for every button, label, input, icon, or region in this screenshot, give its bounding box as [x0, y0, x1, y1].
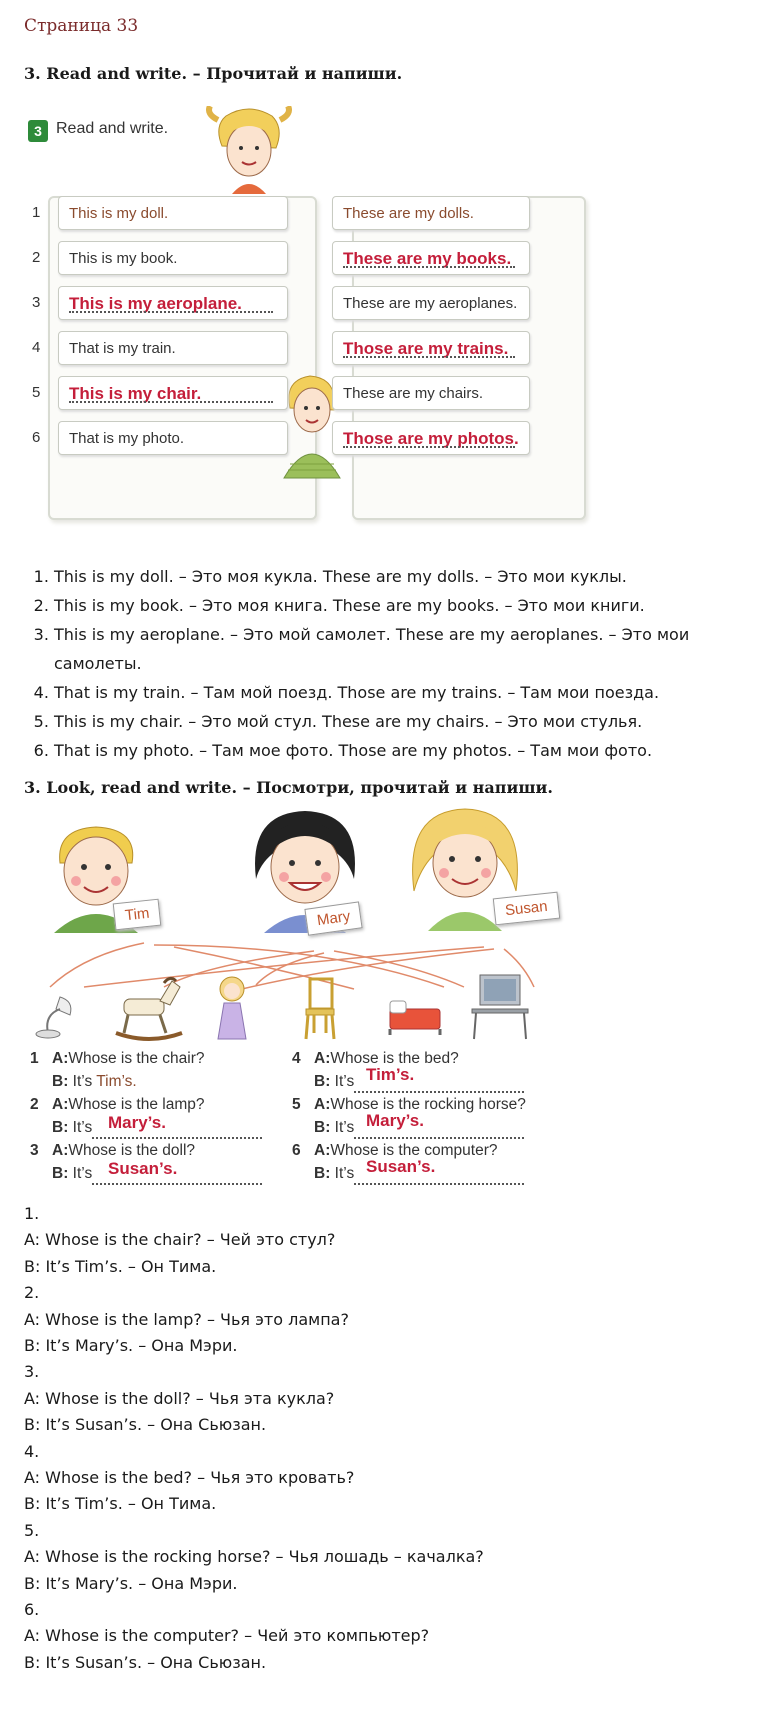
answer-reply-line: B: It’s Tim’s. – Он Тима.: [24, 1494, 217, 1513]
printed-sentence: That is my photo.: [69, 430, 185, 447]
question-text: Whose is the lamp?: [68, 1096, 205, 1113]
printed-sentence: These are my aeroplanes.: [343, 295, 518, 312]
printed-sentence: These are my dolls.: [343, 205, 474, 222]
answer-number: 1.: [24, 1204, 40, 1223]
speaker-b-label: B:: [52, 1073, 69, 1090]
answer-prefix: It’s: [72, 1165, 93, 1182]
answer-reply-line: B: It’s Susan’s. – Она Сьюзан.: [24, 1415, 267, 1434]
written-answer: Susan’s.: [108, 1159, 178, 1178]
speaker-a-label: A:: [52, 1050, 69, 1067]
speaker-b-label: B:: [52, 1119, 69, 1136]
dotted-line: [69, 401, 273, 403]
answer-reply-line: B: It’s Tim’s. – Он Тима.: [24, 1257, 217, 1276]
speaker-a-label: A:: [314, 1096, 331, 1113]
right-sentence-box: [332, 331, 530, 365]
answer-reply-line: B: It’s Mary’s. – Она Мэри.: [24, 1574, 238, 1593]
answer-number: 2.: [24, 1283, 40, 1302]
dialog-answer: [314, 1116, 554, 1139]
dialog-number: 6: [292, 1142, 301, 1159]
left-sentence-box: [58, 196, 288, 230]
exercise-number-badge: 3: [28, 120, 48, 142]
nametag-mary: Mary: [304, 901, 363, 935]
answer-prefix: It’s: [334, 1165, 355, 1182]
left-sentence-box: [58, 421, 288, 455]
dialog-question: [314, 1093, 554, 1116]
translation-item: 4. That is my train. – Там мой поезд. Those are my trains. – Там мои поезда.: [54, 678, 774, 707]
answer-number: 5.: [24, 1521, 40, 1540]
written-answer: Those are my photos.: [343, 429, 519, 448]
doll-icon: [210, 973, 254, 1043]
right-sentence-box: [332, 196, 530, 230]
answer-prefix: It’s: [72, 1073, 93, 1090]
row-number: 4: [32, 339, 41, 356]
written-answer: Those are my trains.: [343, 339, 509, 358]
exercise2-image: [24, 815, 604, 1185]
dialog-number: 1: [30, 1050, 39, 1067]
dialog-item: [30, 1093, 292, 1139]
nametag-susan: Susan: [493, 892, 560, 926]
answer-question-line: A: Whose is the chair? – Чей это стул?: [24, 1230, 336, 1249]
answer-prefix: It’s: [72, 1119, 93, 1136]
dialog-question: [314, 1047, 554, 1070]
right-sentence-box: [332, 286, 530, 320]
answer-number: 4.: [24, 1442, 40, 1461]
row-number: 6: [32, 429, 41, 446]
written-answer: Tim’s.: [366, 1065, 415, 1084]
dialog-answer: [314, 1070, 554, 1093]
written-answer: Mary’s.: [366, 1111, 424, 1130]
dialog-item: [292, 1139, 554, 1185]
speaker-b-label: B:: [314, 1165, 331, 1182]
translation-item: 3. This is my aeroplane. – Это мой самолет. These are my aeroplanes. – Это мои самолеты.: [54, 620, 694, 678]
dialog-item: [292, 1047, 554, 1093]
answer-reply-line: B: It’s Mary’s. – Она Мэри.: [24, 1336, 238, 1355]
dotted-line: [343, 446, 515, 448]
section1-heading: 3. Read and write. – Прочитай и напиши.: [24, 64, 403, 83]
answer-question-line: A: Whose is the doll? – Чья эта кукла?: [24, 1389, 335, 1408]
dialog-question: [52, 1047, 292, 1070]
nametag-tim: Tim: [113, 899, 162, 931]
dialog-answer: [52, 1116, 292, 1139]
right-sentence-box: [332, 376, 530, 410]
dialog-item: [292, 1093, 554, 1139]
answer-number: 6.: [24, 1600, 40, 1619]
right-sentence-box: [332, 241, 530, 275]
dialog-number: 4: [292, 1050, 301, 1067]
dialog-item: [30, 1139, 292, 1185]
printed-sentence: That is my train.: [69, 340, 176, 357]
printed-sentence: This is my book.: [69, 250, 178, 267]
exercise-instruction: Read and write.: [56, 120, 169, 137]
written-answer: This is my aeroplane.: [69, 294, 242, 313]
dotted-line: [69, 311, 273, 313]
question-text: Whose is the computer?: [330, 1142, 498, 1159]
question-text: Whose is the chair?: [68, 1050, 205, 1067]
question-text: Whose is the rocking horse?: [330, 1096, 526, 1113]
section2-heading: 3. Look, read and write. – Посмотри, прочитай и напиши.: [24, 778, 553, 797]
written-answer: Susan’s.: [366, 1157, 436, 1176]
speaker-a-label: A:: [314, 1142, 331, 1159]
right-sentence-box: [332, 421, 530, 455]
answer-number: 3.: [24, 1362, 40, 1381]
written-answer: This is my chair.: [69, 384, 202, 403]
dialog-number: 5: [292, 1096, 301, 1113]
speaker-a-label: A:: [52, 1096, 69, 1113]
given-answer: Tim’s.: [96, 1073, 137, 1090]
dotted-line: [343, 266, 515, 268]
answer-reply-line: B: It’s Susan’s. – Она Сьюзан.: [24, 1653, 267, 1672]
row-number: 3: [32, 294, 41, 311]
answer-question-line: A: Whose is the rocking horse? – Чья лошадь – качалка?: [24, 1547, 484, 1566]
translation-item: 2. This is my book. – Это моя книга. These are my books. – Это мои книги.: [54, 591, 774, 620]
translation-item: 6. That is my photo. – Там мое фото. Those are my photos. – Там мои фото.: [54, 736, 774, 765]
dialog-item: [30, 1047, 292, 1093]
written-answer: These are my books.: [343, 249, 512, 268]
translation-item: 5. This is my chair. – Это мой стул. These are my chairs. – Это мои стулья.: [54, 707, 774, 736]
row-number: 2: [32, 249, 41, 266]
exercise1-image: [24, 106, 594, 526]
computer-icon: [468, 973, 532, 1041]
left-sentence-box: [58, 286, 288, 320]
left-sentence-box: [58, 331, 288, 365]
lamp-icon: [30, 993, 80, 1039]
dotted-line: [343, 356, 515, 358]
page-title: Страница 33: [24, 16, 139, 36]
printed-sentence: This is my doll.: [69, 205, 169, 222]
answer-question-line: A: Whose is the computer? – Чей это компьютер?: [24, 1626, 430, 1645]
answer-question-line: A: Whose is the bed? – Чья это кровать?: [24, 1468, 355, 1487]
dialog-number: 2: [30, 1096, 39, 1113]
row-number: 5: [32, 384, 41, 401]
row-number: 1: [32, 204, 41, 221]
chair-icon: [300, 975, 340, 1041]
answer-question-line: A: Whose is the lamp? – Чья это лампа?: [24, 1310, 349, 1329]
dialog-number: 3: [30, 1142, 39, 1159]
left-sentence-box: [58, 376, 288, 410]
bed-icon: [386, 991, 444, 1035]
question-text: Whose is the doll?: [68, 1142, 196, 1159]
speaker-b-label: B:: [52, 1165, 69, 1182]
speaker-a-label: A:: [314, 1050, 331, 1067]
speaker-b-label: B:: [314, 1073, 331, 1090]
translation-item: 1. This is my doll. – Это моя кукла. These are my dolls. – Это мои куклы.: [54, 562, 774, 591]
dialog-question: [52, 1093, 292, 1116]
answer-prefix: It’s: [334, 1073, 355, 1090]
speaker-b-label: B:: [314, 1119, 331, 1136]
written-answer: Mary’s.: [108, 1113, 166, 1132]
printed-sentence: These are my chairs.: [343, 385, 484, 402]
answer-prefix: It’s: [334, 1119, 355, 1136]
girl-illustration-icon: [204, 106, 294, 198]
rocking-horse-icon: [110, 973, 188, 1043]
question-text: Whose is the bed?: [330, 1050, 459, 1067]
translation-list: [24, 562, 774, 765]
dialog-answer: [52, 1070, 292, 1093]
left-sentence-box: [58, 241, 288, 275]
speaker-a-label: A:: [52, 1142, 69, 1159]
